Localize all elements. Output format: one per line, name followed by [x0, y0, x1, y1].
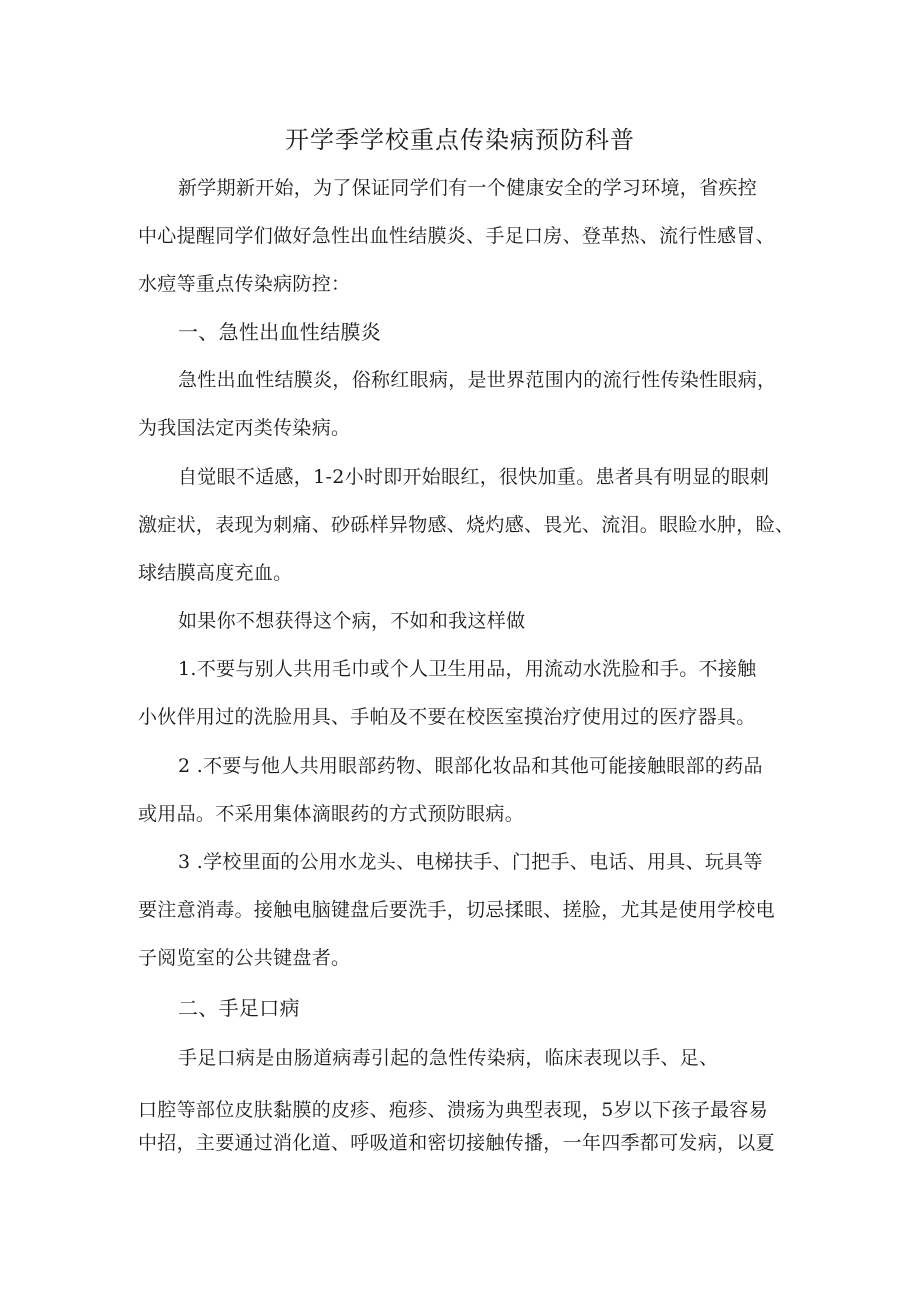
paragraph-line: 中心提醒同学们做好急性出血性结膜炎、手足口房、登革热、流行性感冒、 [138, 225, 775, 247]
paragraph-line: 自觉眼不适感，1-2小时即开始眼红，很快加重。患者具有明显的眼刺 [178, 466, 770, 488]
list-item-line: 2 .不要与他人共用眼部药物、眼部化妆品和其他可能接触眼部的药品 [178, 755, 763, 777]
paragraph-line: 球结膜高度充血。 [138, 562, 293, 584]
paragraph-line: 如果你不想获得这个病，不如和我这样做 [178, 610, 526, 632]
paragraph-line: 急性出血性结膜炎，俗称红眼病，是世界范围内的流行性传染性眼病， [178, 369, 777, 391]
list-item-line: 3 .学校里面的公用水龙头、电梯扶手、门把手、电话、用具、玩具等 [178, 851, 763, 873]
list-item-line: 子阅览室的公共键盘者。 [138, 947, 351, 969]
paragraph-line: 为我国法定丙类传染病。 [138, 417, 351, 439]
list-item-line: 小伙伴用过的洗脸用具、手帕及不要在校医室摸治疗使用过的医疗器具。 [138, 706, 756, 728]
paragraph-line: 水痘等重点传染病防控： [138, 273, 351, 295]
page-title: 开学季学校重点传染病预防科普 [285, 126, 635, 154]
paragraph-line: 手足口病是由肠道病毒引起的急性传染病，临床表现以手、足、 [178, 1047, 719, 1069]
list-item-line: 或用品。不采用集体滴眼药的方式预防眼病。 [138, 803, 525, 825]
list-item-line: 要注意消毒。接触电脑键盘后要洗手，切忌揉眼、搓脸，尤其是使用学校电 [138, 899, 775, 921]
list-item-line: 1.不要与别人共用毛巾或个人卫生用品，用流动水洗脸和手。不接触 [178, 658, 757, 680]
paragraph-line: 激症状，表现为刺痛、砂砾样异物感、烧灼感、畏光、流泪。眼睑水肿，睑、 [138, 514, 795, 536]
paragraph-line: 新学期新开始，为了保证同学们有一个健康安全的学习环境，省疾控 [178, 177, 758, 199]
paragraph-line: 中招，主要通过消化道、呼吸道和密切接触传播，一年四季都可发病，以夏 [138, 1132, 775, 1154]
section-heading: 一、急性出血性结膜炎 [178, 320, 381, 344]
section-heading: 二、手足口病 [178, 996, 300, 1020]
paragraph-line: 口腔等部位皮肤黏膜的皮疹、疱疹、溃疡为典型表现，5岁以下孩子最容易 [138, 1099, 768, 1121]
